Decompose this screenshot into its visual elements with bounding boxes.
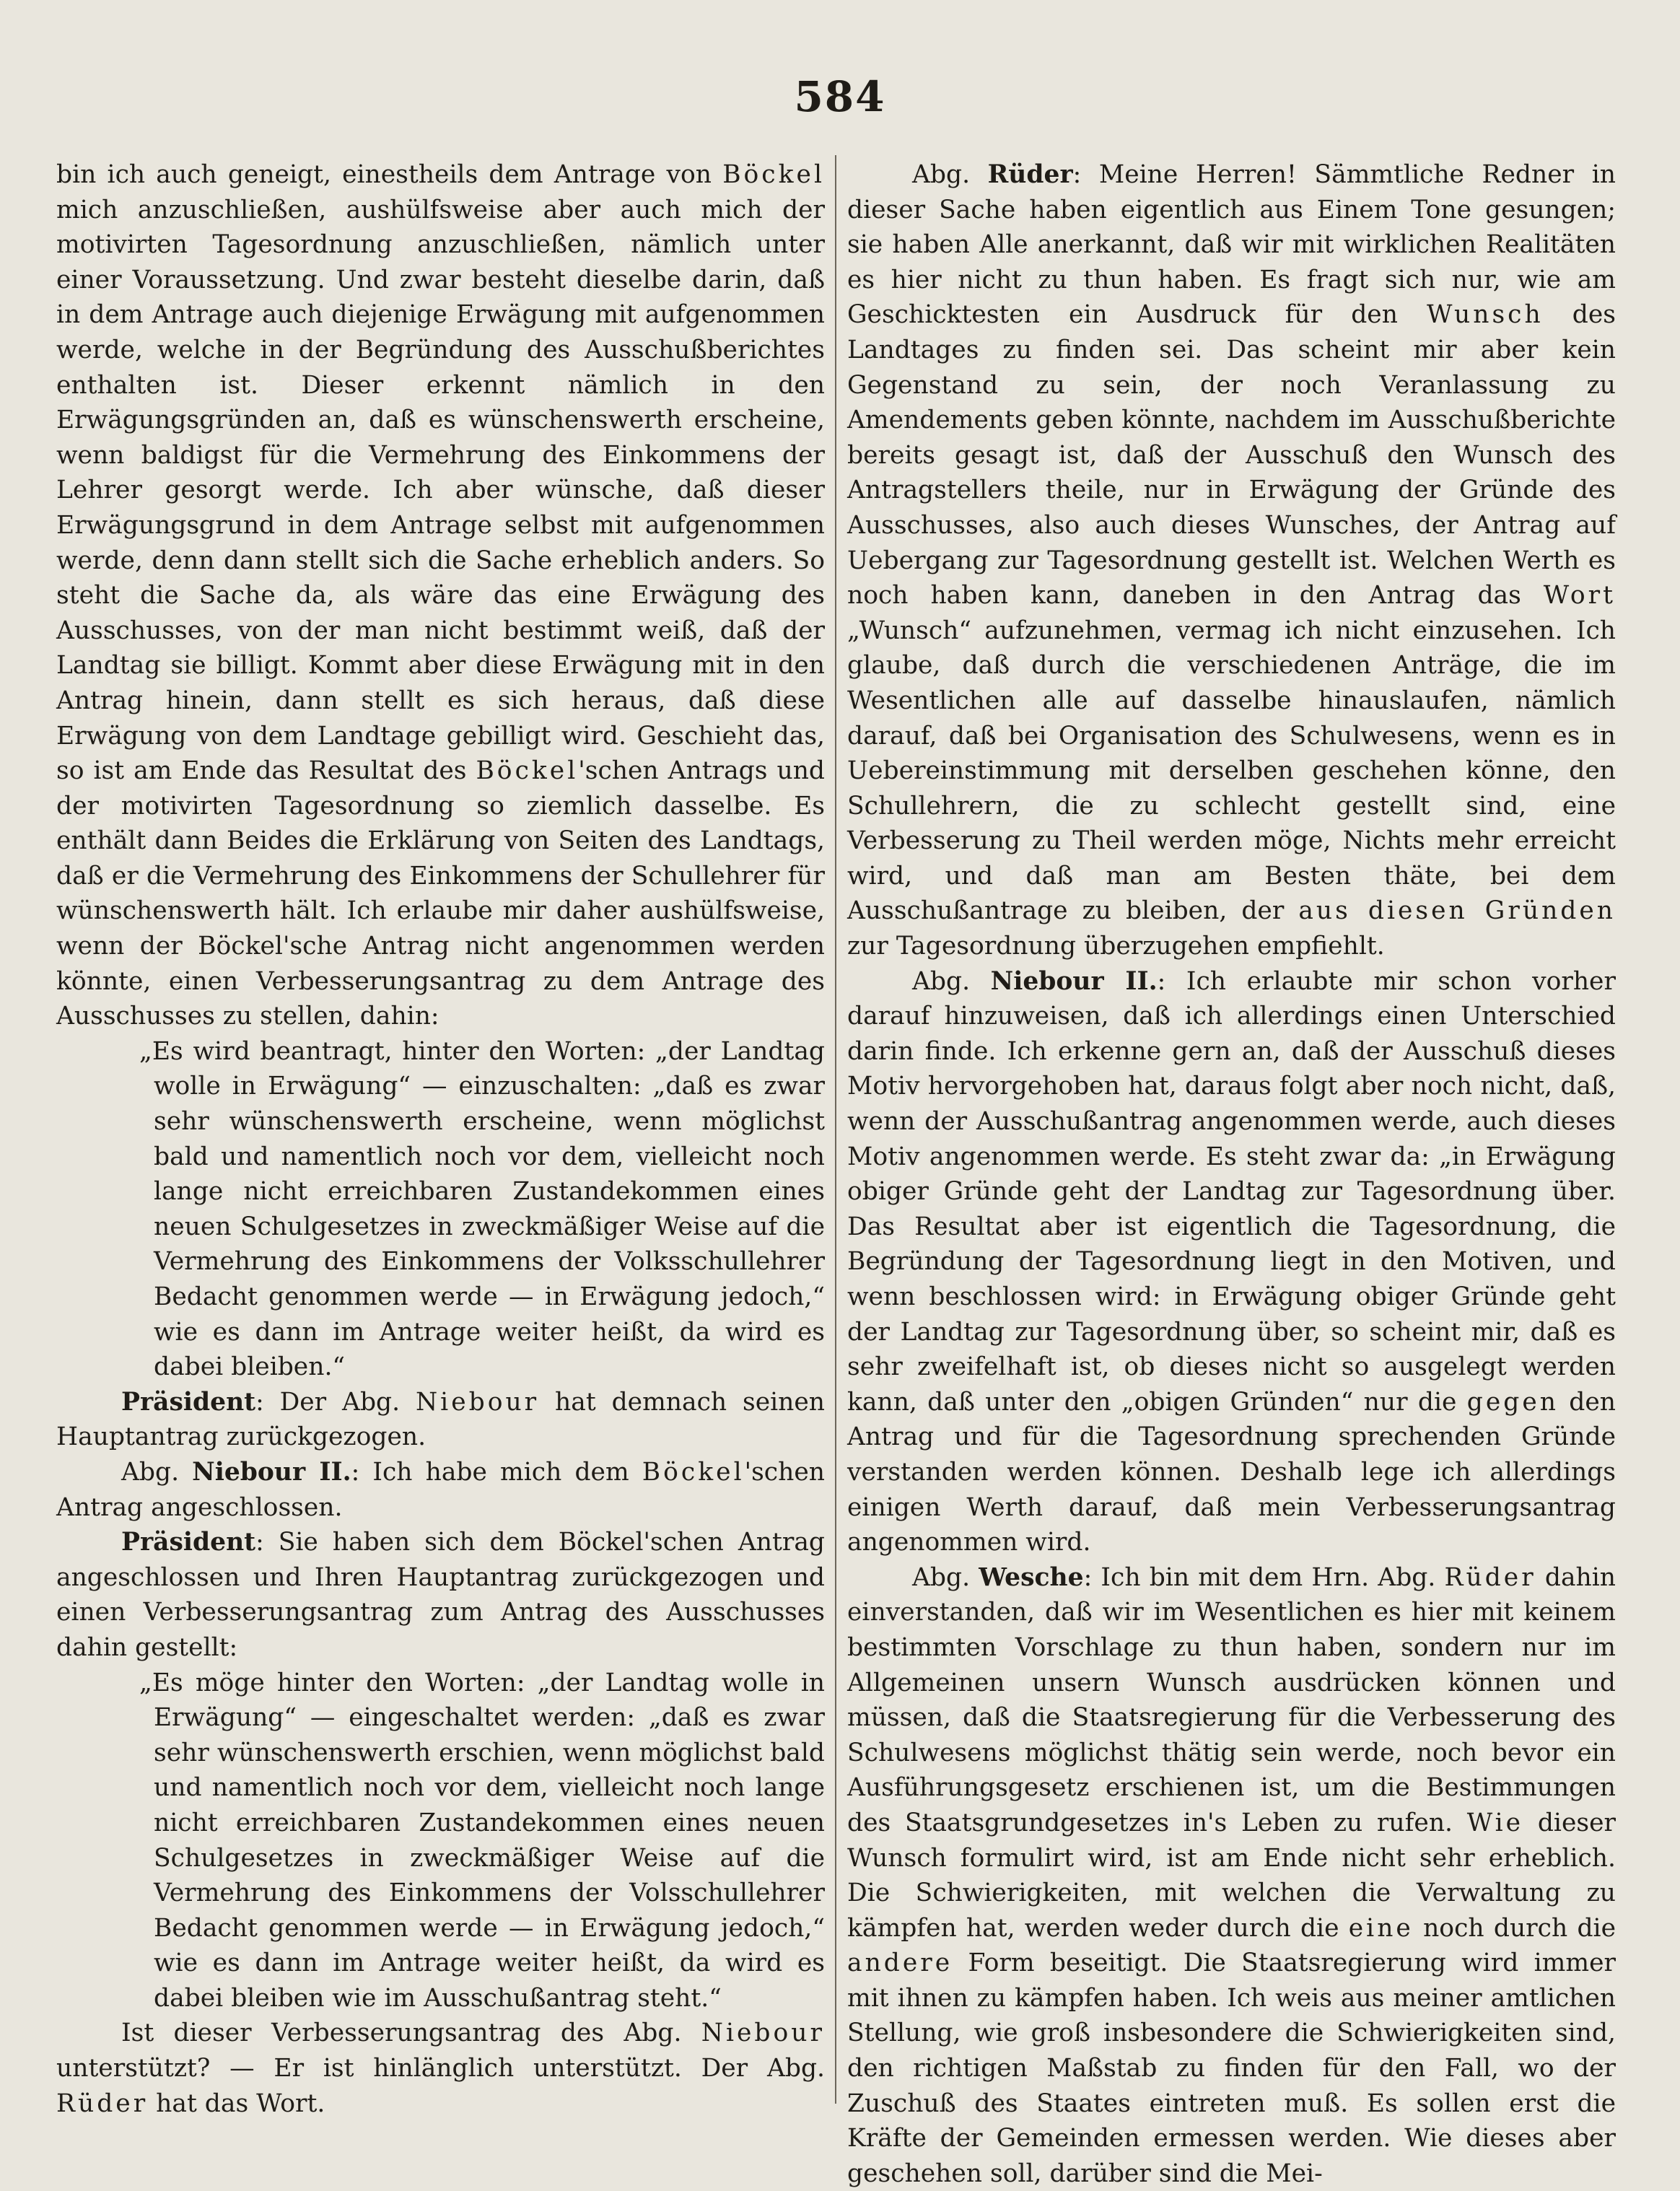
- paragraph: [847, 157, 1616, 964]
- emphasized-text: Böckel: [722, 160, 825, 189]
- paragraph: [56, 1034, 825, 1385]
- paragraph-text: zur Tagesordnung überzugehen empfiehlt.: [847, 932, 1385, 961]
- paragraph-text: „Es wird beantragt, hinter den Worten: „der Landtag wolle in Erwägung“ — einzuschalten: „daß es zwar sehr wünschenswerth erscheine, wenn möglichst bald und namentlich noch vor dem, vielleicht noch lange nicht erreichbaren Zustandekommen eines neuen Schulgesetzes in zweckmäßiger Weise auf die Vermehrung des Einkommens der Volksschullehrer Bedacht genommen werde — in Erwägung jedoch,“ wie es dann im Antrage weiter heißt, da wird es dabei bleiben.“: [139, 1036, 825, 1382]
- paragraph-text: Abg.: [912, 966, 991, 996]
- paragraph: [847, 1560, 1616, 2191]
- paragraph-text: hat demnach seinen Hauptantrag zurückgezogen.: [56, 1387, 825, 1452]
- paragraph-text: Form beseitigt. Die Staatsregierung wird immer mit ihnen zu kämpfen haben. Ich weis aus meiner amtlichen Stellung, wie groß insbesondere die Schwierigkeiten sind, den richtigen Maßstab zu finden für den Fall, wo der Zuschuß des Staates eintreten muß. Es sollen erst die Kräfte der Gemeinden ermessen werden. Wie dieses aber geschehen soll, darüber sind die Mei-: [847, 1949, 1616, 2188]
- paragraph-text: dieser Wunsch formulirt wird, ist am Ende nicht sehr erheblich. Die Schwierigkeiten, mit welchen die Verwaltung zu kämpfen hat, werden weder durch die: [847, 1808, 1616, 1943]
- speaker-name: Niebour II.: [192, 1457, 351, 1487]
- emphasized-text: Böckel: [642, 1457, 745, 1487]
- paragraph-text: mich anzuschließen, aushülfsweise aber auch mich der motivirten Tagesordnung anzuschließen, nämlich unter einer Voraussetzung. Und zwar besteht dieselbe darin, daß in dem Antrage auch diejenige Erwägung mit aufgenommen werde, welche in der Begründung des Ausschußberichtes enthalten ist. Dieser erkennt nämlich in den Erwägungsgründen an, daß es wünschenswerth erscheine, wenn baldigst für die Vermehrung des Einkommens der Lehrer gesorgt werde. Ich aber wünsche, daß dieser Erwägungsgrund in dem Antrage selbst mit aufgenommen werde, denn dann stellt sich die Sache erheblich anders. So steht die Sache da, als wäre das eine Erwägung des Ausschusses, von der man nicht bestimmt weiß, daß der Landtag sie billigt. Kommt aber diese Erwägung mit in den Antrag hinein, dann stellt es sich heraus, daß diese Erwägung von dem Landtage gebilligt wird. Geschieht das, so ist am Ende das Resultat des: [56, 195, 825, 786]
- emphasized-text: andere: [847, 1949, 953, 1978]
- paragraph: [56, 1385, 825, 1455]
- paragraph: [56, 1525, 825, 1665]
- emphasized-text: Wie: [1466, 1808, 1524, 1837]
- left-column: [56, 157, 825, 2121]
- emphasized-text: Rüder: [1444, 1562, 1536, 1592]
- paragraph: [56, 2016, 825, 2121]
- paragraph: [56, 157, 825, 1034]
- emphasized-text: aus diesen Gründen: [1298, 896, 1616, 926]
- column-divider: [835, 155, 836, 2104]
- paragraph-text: Abg.: [912, 1562, 979, 1592]
- paragraph-text: 'schen Antrag angeschlossen.: [56, 1457, 825, 1522]
- emphasized-text: Böckel: [476, 756, 579, 786]
- paragraph-text: : Ich bin mit dem Hrn. Abg.: [1083, 1562, 1445, 1592]
- paragraph: [56, 1666, 825, 2016]
- paragraph-text: Ist dieser Verbesserungsantrag des Abg.: [121, 2019, 701, 2048]
- paragraph-text: des Landtages zu finden sei. Das scheint mir aber kein Gegenstand zu sein, der noch Veranlassung zu Amendements geben könnte, nachdem im Ausschußberichte bereits gesagt ist, daß der Ausschuß den Wunsch des Antragstellers theile, nur in Erwägung der Gründe des Ausschusses, also auch dieses Wunsches, der Antrag auf Uebergang zur Tagesordnung gestellt ist. Welchen Werth es noch haben kann, daneben in den Antrag das: [847, 300, 1616, 611]
- paragraph-text: Abg.: [121, 1457, 193, 1487]
- paragraph-text: Abg.: [912, 160, 988, 189]
- speaker-name: Präsident: [121, 1528, 256, 1557]
- paragraph-text: noch durch die: [1413, 1913, 1616, 1943]
- paragraph: [847, 964, 1616, 1560]
- emphasized-text: Niebour: [415, 1387, 540, 1417]
- emphasized-text: Wunsch: [1426, 300, 1544, 330]
- emphasized-text: Niebour: [701, 2019, 825, 2048]
- speaker-name: Rüder: [987, 160, 1073, 189]
- paragraph-text: bin ich auch geneigt, einestheils dem Antrage von: [56, 160, 723, 189]
- paragraph-text: unterstützt? — Er ist hinlänglich unterstützt. Der Abg.: [56, 2054, 825, 2083]
- paragraph-text: : Meine Herren! Sämmtliche Redner in dieser Sache haben eigentlich aus Einem Tone gesungen; sie haben Alle anerkannt, daß wir mit wirklichen Realitäten es hier nicht zu thun haben. Es fragt sich nur, wie am Geschicktesten ein Ausdruck für den: [847, 160, 1616, 330]
- emphasized-text: gegen: [1466, 1387, 1559, 1417]
- paragraph-text: : Sie haben sich dem Böckel'schen Antrag angeschlossen und Ihren Hauptantrag zurückgezogen und einen Verbesserungsantrag zum Antrag des Ausschusses dahin gestellt:: [56, 1528, 825, 1662]
- emphasized-text: eine: [1348, 1913, 1414, 1943]
- paragraph-text: 'schen Antrags und der motivirten Tagesordnung so ziemlich dasselbe. Es enthält dann Beides die Erklärung von Seiten des Landtags, daß er die Vermehrung des Einkommens der Schullehrer für wünschenswerth hält. Ich erlaube mir daher aushülfsweise, wenn der Böckel'sche Antrag nicht angenommen werden könnte, einen Verbesserungsantrag zu dem Antrage des Ausschusses zu stellen, dahin:: [56, 756, 825, 1031]
- paragraph-text: : Der Abg.: [255, 1387, 416, 1417]
- speaker-name: Wesche: [979, 1562, 1084, 1592]
- page-number: 584: [794, 72, 886, 121]
- paragraph-text: : Ich habe mich dem: [351, 1457, 642, 1487]
- speaker-name: Präsident: [121, 1387, 256, 1417]
- paragraph-text: : Ich erlaubte mir schon vorher darauf hinzuweisen, daß ich allerdings einen Unterschied darin finde. Ich erkenne gern an, daß der Ausschuß dieses Motiv hervorgehoben hat, daraus folgt aber noch nicht, daß, wenn der Ausschußantrag angenommen werde, auch dieses Motiv angenommen werde. Es steht zwar da: „in Erwägung obiger Gründe geht der Landtag zur Tagesordnung über. Das Resultat aber ist eigentlich die Tagesordnung, die Begründung der Tagesordnung liegt in den Motiven, und wenn beschlossen wird: in Erwägung obiger Gründe geht der Landtag zur Tagesordnung über, so scheint mir, daß es sehr zweifelhaft ist, ob dieses nicht so ausgelegt werden kann, daß unter den „obigen Gründen“ nur die: [847, 966, 1616, 1417]
- emphasized-text: Rüder: [56, 2089, 149, 2118]
- right-column: [847, 157, 1616, 2191]
- paragraph-text: den Antrag und für die Tagesordnung sprechenden Gründe verstanden werden können. Deshalb lege ich allerdings einigen Werth darauf, daß mein Verbesserungsantrag angenommen wird.: [847, 1387, 1616, 1557]
- paragraph-text: hat das Wort.: [148, 2089, 325, 2118]
- paragraph-text: „Es möge hinter den Worten: „der Landtag wolle in Erwägung“ — eingeschaltet werden: „daß es zwar sehr wünschenswerth erschien, wenn möglichst bald und namentlich noch vor dem, vielleicht noch lange nicht erreichbaren Zustandekommen eines neuen Schulgesetzes in zweckmäßiger Weise auf die Vermehrung des Einkommens der Volsschullehrer Bedacht genommen werde — in Erwägung jedoch,“ wie es dann im Antrage weiter heißt, da wird es dabei bleiben wie im Ausschußantrag steht.“: [139, 1668, 825, 2013]
- emphasized-text: Wort: [1543, 581, 1616, 611]
- speaker-name: Niebour II.: [990, 966, 1158, 996]
- paragraph: [56, 1455, 825, 1525]
- paragraph-text: dahin einverstanden, daß wir im Wesentlichen es hier mit keinem bestimmten Vorschlage zu thun haben, sondern nur im Allgemeinen unsern Wunsch ausdrücken können und müssen, daß die Staatsregierung für die Verbesserung des Schulwesens möglichst thätig sein werde, noch bevor ein Ausführungsgesetz erschienen ist, um die Bestimmungen des Staatsgrundgesetzes in's Leben zu rufen.: [847, 1562, 1616, 1837]
- paragraph-text: „Wunsch“ aufzunehmen, vermag ich nicht einzusehen. Ich glaube, daß durch die verschiedenen Anträge, die im Wesentlichen alle auf dasselbe hinauslaufen, nämlich darauf, daß bei Organisation des Schulwesens, wenn es in Uebereinstimmung mit derselben geschehen könne, den Schullehrern, die zu schlecht gestellt sind, eine Verbesserung zu Theil werden möge, Nichts mehr erreicht wird, und daß man am Besten thäte, bei dem Ausschußantrage zu bleiben, der: [847, 616, 1616, 926]
